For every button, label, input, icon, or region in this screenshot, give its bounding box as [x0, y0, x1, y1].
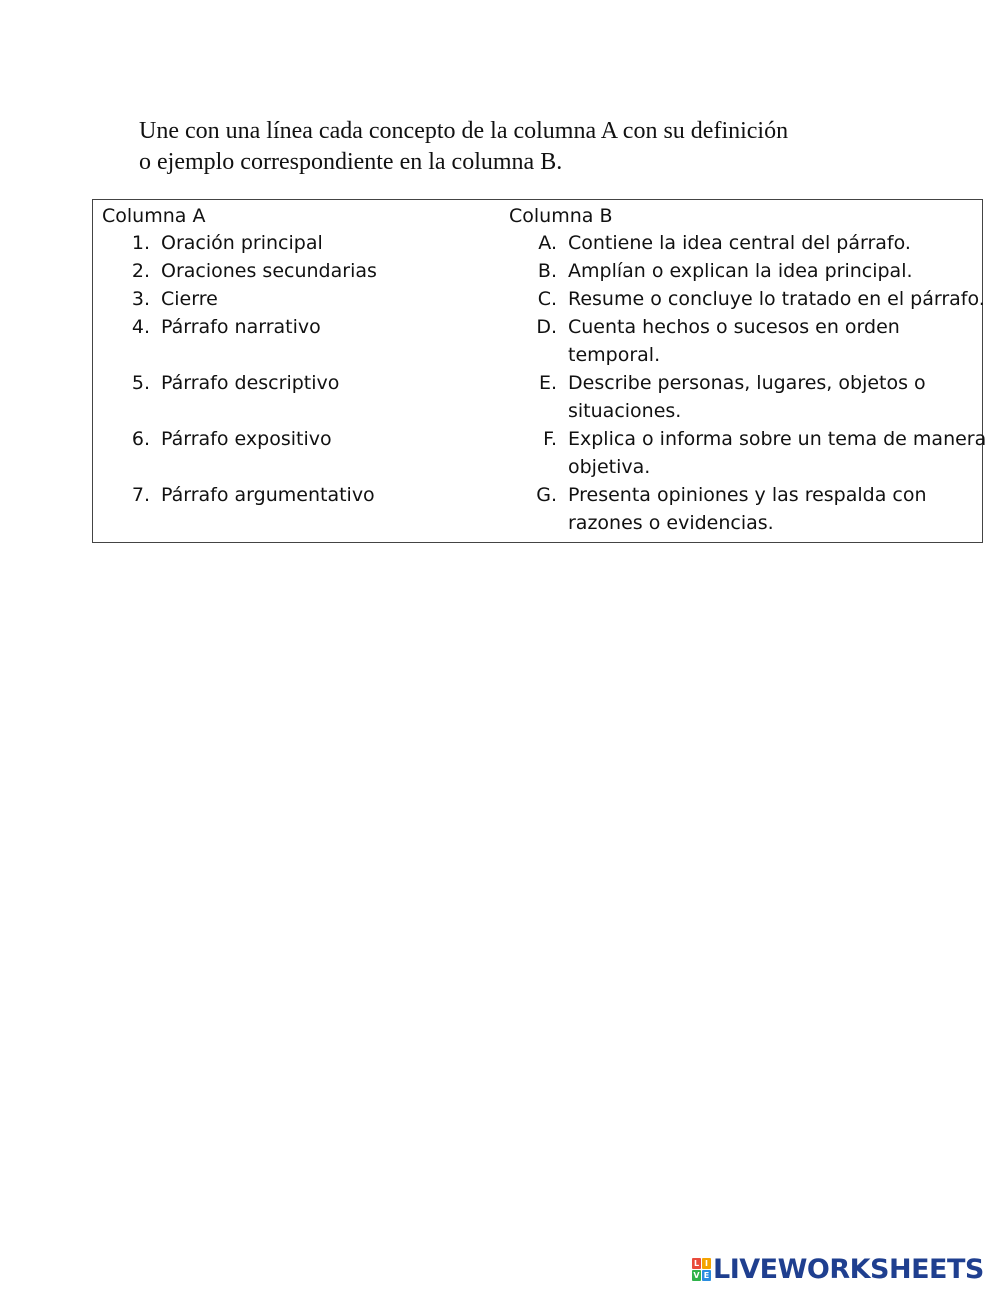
- column-b-item[interactable]: [509, 313, 979, 369]
- definition-line: situaciones.: [568, 400, 682, 422]
- item-letter: F.: [543, 428, 557, 450]
- column-a-header: Columna A: [102, 205, 206, 227]
- item-number: 4.: [131, 316, 150, 338]
- item-number: 2.: [131, 260, 150, 282]
- definition-line: objetiva.: [568, 456, 651, 478]
- definition-text: Amplían o explican la idea principal.: [568, 260, 913, 282]
- logo-letter: V: [693, 1270, 700, 1280]
- definition-text: Resume o concluye lo tratado en el párrafo.: [568, 288, 985, 310]
- concept-text: Párrafo argumentativo: [161, 484, 375, 506]
- instructions-line-2: o ejemplo correspondiente en la columna B.: [139, 149, 563, 175]
- definition-line: Describe personas, lugares, objetos o: [568, 372, 926, 394]
- logo-text: LIVEWORKSHEETS: [713, 1253, 984, 1285]
- concept-text: Cierre: [161, 288, 218, 310]
- item-letter: C.: [537, 288, 557, 310]
- item-letter: A.: [538, 232, 557, 254]
- concept-text: Párrafo narrativo: [161, 316, 321, 338]
- definition-text: [568, 481, 983, 537]
- definition-text: Contiene la idea central del párrafo.: [568, 232, 911, 254]
- instructions: [139, 116, 899, 178]
- definition-line: razones o evidencias.: [568, 512, 774, 534]
- column-b-item[interactable]: [509, 425, 987, 481]
- definition-line: temporal.: [568, 344, 661, 366]
- liveworksheets-logo: [692, 1254, 984, 1284]
- definition-line: Presenta opiniones y las respalda con: [568, 484, 927, 506]
- item-number: 6.: [131, 428, 150, 450]
- column-b-item[interactable]: [509, 369, 979, 425]
- item-number: 5.: [131, 372, 150, 394]
- logo-mark-icon: [692, 1258, 711, 1281]
- definition-line: Cuenta hechos o sucesos en orden: [568, 316, 900, 338]
- definition-text: [568, 425, 987, 481]
- concept-text: Párrafo expositivo: [161, 428, 332, 450]
- item-number: 7.: [131, 484, 150, 506]
- column-b-item[interactable]: [509, 481, 979, 537]
- item-letter: G.: [536, 484, 557, 506]
- logo-letter: E: [703, 1270, 710, 1280]
- definition-line: Explica o informa sobre un tema de manera: [568, 428, 987, 450]
- logo-letter: L: [693, 1258, 700, 1268]
- matching-table: [92, 199, 987, 543]
- item-letter: E.: [538, 372, 557, 394]
- logo-letter: I: [702, 1258, 711, 1269]
- item-number: 1.: [131, 232, 150, 254]
- item-number: 3.: [131, 288, 150, 310]
- concept-text: Oraciones secundarias: [161, 260, 377, 282]
- concept-text: Oración principal: [161, 232, 323, 254]
- item-letter: B.: [537, 260, 557, 282]
- instructions-line-1: Une con una línea cada concepto de la columna A con su definición: [139, 118, 789, 144]
- definition-text: [568, 313, 983, 369]
- item-letter: D.: [536, 316, 557, 338]
- definition-text: [568, 369, 983, 425]
- column-b-header: Columna B: [509, 205, 613, 227]
- concept-text: Párrafo descriptivo: [161, 372, 340, 394]
